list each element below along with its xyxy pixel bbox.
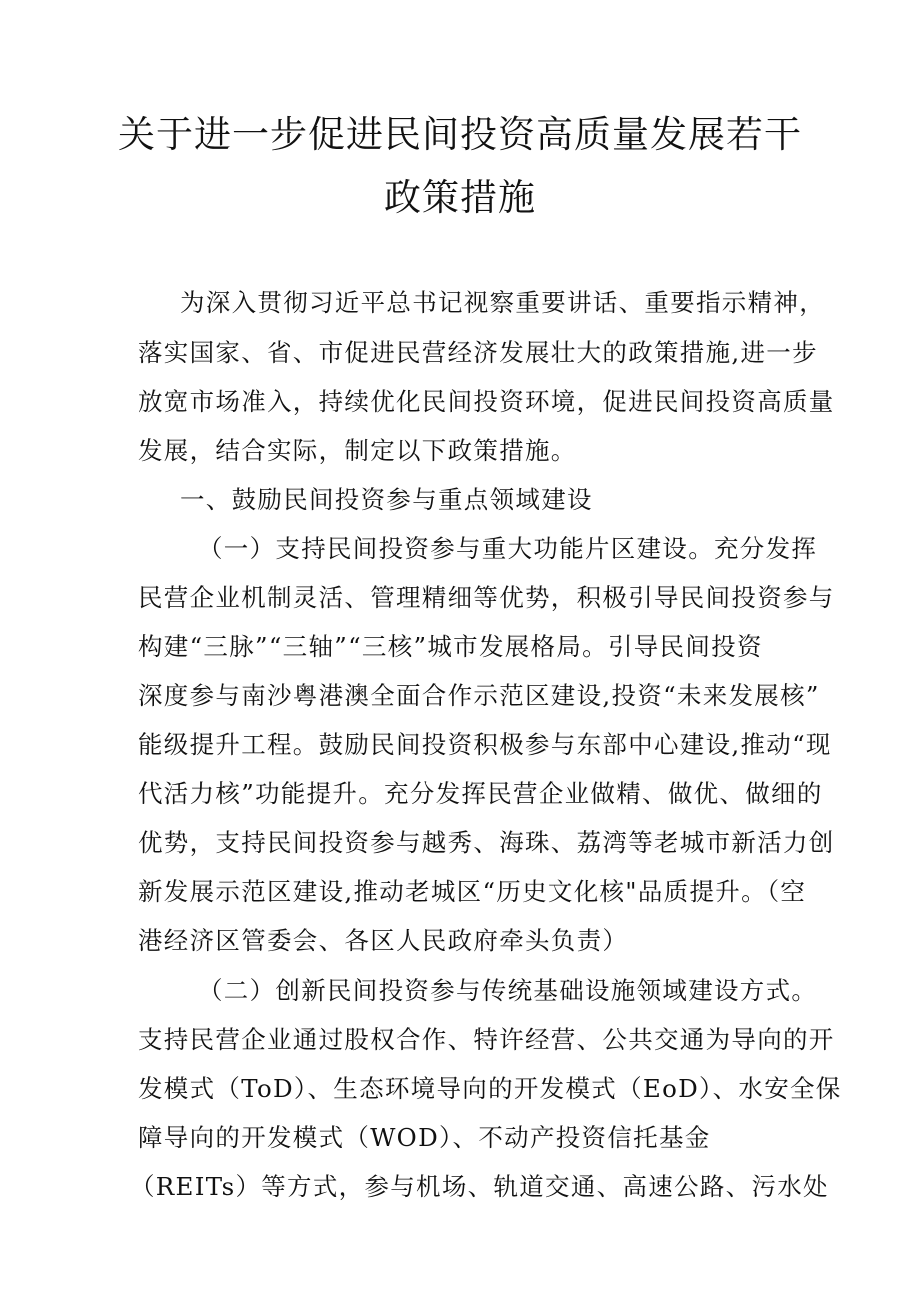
paragraph-line: 为深入贯彻习近平总书记视察重要讲话、重要指示精神， — [180, 288, 825, 317]
paragraph-line: 放宽市场准入，持续优化民间投资环境，促进民间投资高质量 — [138, 387, 835, 416]
paragraph-line: （REITs）等方式，参与机场、轨道交通、高速公路、污水处 — [130, 1172, 829, 1201]
paragraph-line: 代活力核”功能提升。充分发挥民营企业做精、做优、做细的 — [138, 779, 823, 808]
paragraph-line: （一）支持民间投资参与重大功能片区建设。充分发挥 — [198, 534, 818, 563]
paragraph-line: 发模式（ToD）、生态环境导向的开发模式（EoD）、水安全保 — [138, 1074, 842, 1103]
paragraph-line: 构建“三脉”“三轴”“三核”城市发展格局。引导民间投资 — [138, 632, 763, 661]
paragraph-line: 发展，结合实际，制定以下政策措施。 — [138, 436, 577, 465]
paragraph-line: 民营企业机制灵活、管理精细等优势，积极引导民间投资参与 — [138, 583, 835, 612]
paragraph-line: （二）创新民间投资参与传统基础设施领域建设方式。 — [198, 976, 818, 1005]
paragraph-line: 优势，支持民间投资参与越秀、海珠、荔湾等老城市新活力创 — [138, 828, 835, 857]
section-heading: 一、鼓励民间投资参与重点领域建设 — [180, 485, 593, 514]
document-title-line-1: 关于进一步促进民间投资高质量发展若干 — [118, 113, 802, 156]
paragraph-line: 新发展示范区建设,推动老城区“历史文化核"品质提升。（空 — [138, 877, 807, 906]
paragraph-line: 港经济区管委会、各区人民政府牵头负责） — [138, 926, 629, 955]
paragraph-line: 落实国家、省、市促进民营经济发展壮大的政策措施,进一步 — [138, 338, 818, 367]
paragraph-line: 能级提升工程。鼓励民间投资积极参与东部中心建设,推动“现 — [138, 730, 832, 759]
document-title-line-2: 政策措施 — [384, 176, 536, 219]
paragraph-line: 深度参与南沙粤港澳全面合作示范区建设,投资“未来发展核” — [138, 681, 820, 710]
paragraph-line: 障导向的开发模式（WOD）、不动产投资信托基金 — [138, 1123, 711, 1152]
paragraph-line: 支持民营企业通过股权合作、特许经营、公共交通为导向的开 — [138, 1025, 835, 1054]
